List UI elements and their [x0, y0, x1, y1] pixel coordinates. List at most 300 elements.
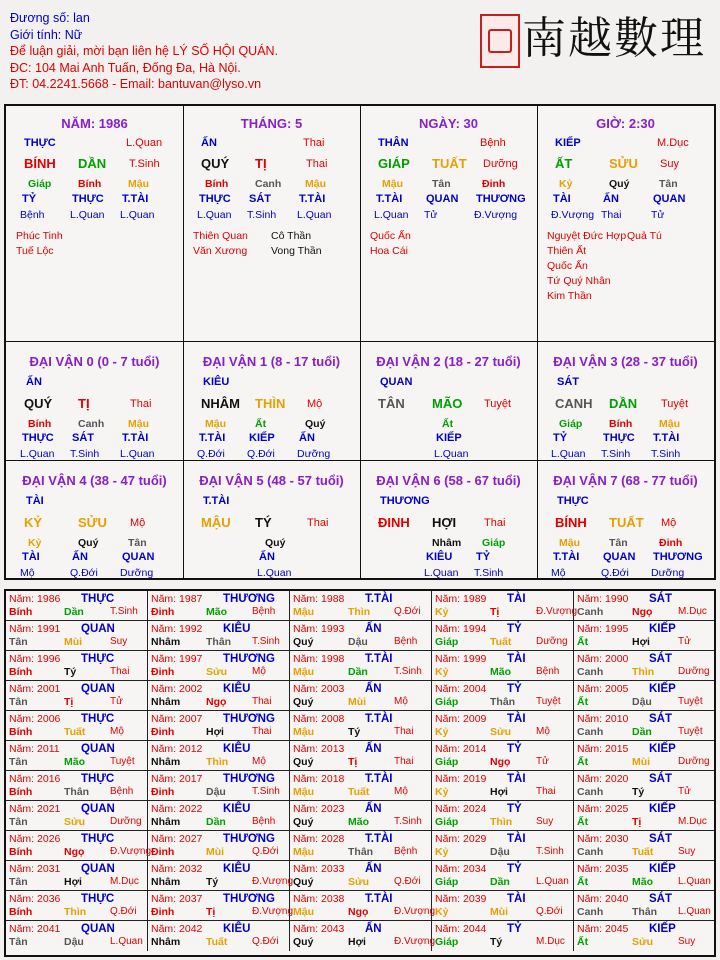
- year-number: 2031: [37, 863, 61, 875]
- year-cell: [148, 831, 290, 861]
- year-number: 2007: [179, 713, 203, 725]
- year-prefix: Năm:: [293, 743, 322, 755]
- year-stage: Tuyệt: [110, 756, 135, 767]
- year-stem: Kỷ: [435, 666, 449, 678]
- year-prefix: Năm:: [577, 653, 606, 665]
- luck-cell-0: [6, 342, 184, 461]
- luck-stage: Thai: [307, 517, 329, 529]
- year-stem: Quý: [293, 696, 314, 708]
- year-number: 1986: [37, 593, 61, 605]
- year-cell: [574, 831, 714, 861]
- year-cell: [432, 831, 574, 861]
- year-cell: [574, 681, 714, 711]
- year-prefix: Năm:: [435, 923, 464, 935]
- year-branch: Hợi: [632, 636, 650, 648]
- year-god: T.TÀI: [365, 593, 393, 605]
- pillar-cell-1: [183, 106, 361, 342]
- pillar-note: Quốc Ấn: [370, 230, 411, 242]
- year-stem: Ất: [577, 936, 589, 948]
- year-god: SÁT: [649, 713, 672, 725]
- year-god: TỶ: [507, 743, 522, 755]
- year-stage: Tuyệt: [678, 726, 703, 737]
- year-branch: Sửu: [348, 876, 370, 888]
- year-label: [9, 833, 60, 846]
- year-stage: Dưỡng: [536, 636, 568, 647]
- year-stage: Thai: [536, 786, 556, 797]
- hidden-god: T.TÀI: [299, 193, 326, 205]
- year-branch: Tị: [64, 696, 74, 708]
- logo-text: 南越數理: [522, 13, 706, 64]
- year-stage: T.Sinh: [394, 816, 422, 827]
- hidden-stem: Mậu: [205, 418, 226, 430]
- year-stage: Suy: [536, 816, 554, 827]
- hidden-stem: Bính: [78, 178, 102, 190]
- logo: [480, 10, 710, 72]
- hidden-stem: Mậu: [128, 178, 149, 190]
- luck-stem: KỶ: [24, 515, 43, 530]
- year-label: [293, 863, 344, 876]
- year-branch: Thân: [632, 906, 658, 918]
- luck-title: ĐẠI VẬN 2 (18 - 27 tuổi): [376, 354, 521, 369]
- year-cell: [290, 591, 432, 621]
- hidden-phase: Bệnh: [20, 209, 45, 221]
- year-label: [577, 713, 628, 726]
- year-prefix: Năm:: [293, 803, 322, 815]
- pillar-note: Nguyệt Đức Hợp: [547, 230, 627, 242]
- year-stem: Quý: [293, 936, 314, 948]
- year-prefix: Năm:: [293, 863, 322, 875]
- year-god: KIẾP: [649, 803, 676, 815]
- year-number: 2008: [321, 713, 345, 725]
- year-cell: [432, 741, 574, 771]
- year-stem: Nhâm: [151, 696, 181, 708]
- year-god: KIÊU: [223, 683, 251, 695]
- year-branch: Dậu: [206, 786, 226, 798]
- luck-star: TÀI: [26, 495, 44, 507]
- year-god: ẤN: [365, 743, 382, 755]
- year-label: [435, 833, 486, 846]
- year-stem: Quý: [293, 756, 314, 768]
- year-cell: [574, 651, 714, 681]
- year-branch: Tị: [348, 756, 358, 768]
- year-branch: Tý: [348, 726, 361, 738]
- hidden-phase: Q.Đới: [247, 448, 275, 460]
- year-god: TỶ: [507, 683, 522, 695]
- year-god: ẤN: [365, 923, 382, 935]
- year-cell: [148, 771, 290, 801]
- year-god: KIÊU: [223, 623, 251, 635]
- year-stage: Tử: [536, 756, 549, 767]
- year-god: T.TÀI: [365, 713, 393, 725]
- year-stem: Ất: [577, 756, 589, 768]
- year-prefix: Năm:: [151, 743, 180, 755]
- year-number: 2014: [463, 743, 487, 755]
- year-god: ẤN: [365, 863, 382, 875]
- year-number: 2043: [321, 923, 345, 935]
- year-prefix: Năm:: [577, 743, 606, 755]
- year-label: [9, 713, 60, 726]
- year-stem: Đinh: [151, 786, 175, 798]
- year-branch: Thân: [348, 846, 374, 858]
- year-branch: Mùi: [632, 756, 651, 768]
- year-branch: Dần: [348, 666, 368, 678]
- year-number: 2022: [179, 803, 203, 815]
- hidden-phase: L.Quan: [424, 567, 459, 579]
- year-label: [293, 893, 344, 906]
- year-cell: [6, 921, 148, 951]
- year-cell: [290, 921, 436, 951]
- pillar-star: KIẾP: [555, 137, 581, 149]
- luck-stem: BÍNH: [555, 515, 587, 530]
- year-prefix: Năm:: [435, 653, 464, 665]
- year-number: 2034: [463, 863, 487, 875]
- pillar-branch: TUẤT: [432, 156, 467, 171]
- hidden-god: THỰC: [22, 432, 54, 444]
- year-number: 1993: [321, 623, 345, 635]
- year-branch: Tý: [632, 786, 645, 798]
- year-prefix: Năm:: [9, 683, 38, 695]
- year-cell: [148, 591, 290, 621]
- pillar-branch: SỬU: [609, 156, 638, 171]
- year-god: THƯƠNG: [223, 593, 275, 605]
- year-label: [9, 893, 60, 906]
- year-prefix: Năm:: [577, 773, 606, 785]
- year-cell: [574, 891, 714, 921]
- year-stem: Tân: [9, 876, 28, 888]
- luck-branch: MÃO: [432, 396, 463, 411]
- year-prefix: Năm:: [9, 863, 38, 875]
- year-stem: Đinh: [151, 666, 175, 678]
- year-label: [293, 683, 344, 696]
- year-god: TỶ: [507, 863, 522, 875]
- year-cell: [290, 681, 432, 711]
- hidden-stem: Mậu: [659, 418, 680, 430]
- year-stage: T.Sinh: [536, 846, 564, 857]
- year-prefix: Năm:: [151, 803, 180, 815]
- year-stage: Thai: [394, 756, 414, 767]
- year-number: 2033: [321, 863, 345, 875]
- year-branch: Dần: [490, 876, 510, 888]
- hidden-phase: Mộ: [20, 567, 35, 579]
- year-prefix: Năm:: [9, 833, 38, 845]
- hidden-god: TÀI: [22, 551, 40, 563]
- hidden-stem: Tân: [659, 178, 678, 190]
- year-label: [151, 803, 202, 816]
- year-label: [577, 743, 628, 756]
- year-stem: Canh: [577, 906, 604, 918]
- luck-star: T.TÀI: [203, 495, 230, 507]
- year-prefix: Năm:: [435, 893, 464, 905]
- hidden-stem: Đinh: [659, 537, 683, 549]
- year-stem: Ất: [577, 696, 589, 708]
- year-cell: [6, 621, 148, 651]
- year-label: [293, 833, 344, 846]
- hidden-phase: L.Quan: [297, 209, 332, 221]
- year-label: [435, 623, 486, 636]
- year-branch: Ngọ: [490, 756, 511, 768]
- hidden-stem: Ất: [255, 418, 267, 430]
- year-stem: Bính: [9, 726, 33, 738]
- year-label: [151, 623, 202, 636]
- year-god: THỰC: [81, 773, 115, 785]
- year-number: 2013: [321, 743, 345, 755]
- year-god: THỰC: [81, 653, 115, 665]
- pillar-star: THÂN: [378, 137, 409, 149]
- pillar-note: Văn Xương: [193, 245, 248, 257]
- year-stem: Bính: [9, 846, 33, 858]
- year-number: 2020: [605, 773, 629, 785]
- year-label: [435, 653, 486, 666]
- year-number: 1989: [463, 593, 487, 605]
- pillar-note: Cô Thần: [271, 230, 312, 242]
- pillar-stage: T.Sinh: [129, 158, 160, 170]
- year-stage: Thai: [252, 696, 272, 707]
- year-stem: Giáp: [435, 636, 459, 648]
- year-prefix: Năm:: [435, 863, 464, 875]
- hidden-phase: Mộ: [551, 567, 566, 579]
- year-number: 2004: [463, 683, 487, 695]
- year-label: [293, 923, 344, 936]
- year-branch: Tý: [490, 936, 503, 948]
- year-prefix: Năm:: [577, 623, 606, 635]
- year-number: 2042: [179, 923, 203, 935]
- luck-title: ĐẠI VẬN 6 (58 - 67 tuổi): [376, 473, 521, 488]
- hidden-phase: L.Quan: [197, 209, 232, 221]
- year-cell: [290, 711, 432, 741]
- subject-gender: Giới tính: Nữ: [10, 27, 83, 42]
- luck-cell-7: [537, 461, 714, 580]
- pillar-stage: Dưỡng: [483, 158, 518, 170]
- pillar-star: THỰC: [24, 137, 56, 149]
- hidden-stem: Canh: [78, 418, 105, 430]
- year-stem: Bính: [9, 906, 33, 918]
- year-stage: Mộ: [252, 756, 266, 767]
- hidden-phase: T.Sinh: [474, 567, 504, 579]
- hidden-god: T.TÀI: [653, 432, 680, 444]
- year-number: 1996: [37, 653, 61, 665]
- hidden-stem: Mậu: [559, 537, 580, 549]
- year-branch: Thìn: [490, 816, 513, 828]
- hidden-phase: L.Quan: [374, 209, 409, 221]
- hidden-phase: L.Quan: [434, 448, 469, 460]
- year-stage: T.Sinh: [252, 636, 280, 647]
- year-stem: Tân: [9, 696, 28, 708]
- year-number: 1995: [605, 623, 629, 635]
- year-branch: Hợi: [64, 876, 82, 888]
- year-branch: Mùi: [64, 636, 83, 648]
- year-stage: Suy: [678, 846, 696, 857]
- contact-line: Để luận giải, mời bạn liên hệ LÝ SỐ HỘI QUÁN.: [10, 44, 279, 58]
- year-god: TÀI: [507, 713, 526, 725]
- year-stage: Mộ: [252, 666, 266, 677]
- year-prefix: Năm:: [9, 923, 38, 935]
- year-god: KIÊU: [223, 863, 251, 875]
- year-stem: Canh: [577, 666, 604, 678]
- year-god: KIÊU: [223, 923, 251, 935]
- year-branch: Dần: [206, 816, 226, 828]
- year-number: 2035: [605, 863, 629, 875]
- year-stage: Bệnh: [252, 606, 276, 617]
- year-number: 1997: [179, 653, 203, 665]
- year-number: 2015: [605, 743, 629, 755]
- year-stage: Bệnh: [110, 786, 134, 797]
- year-prefix: Năm:: [577, 893, 606, 905]
- hidden-phase: T.Sinh: [601, 448, 631, 460]
- year-stage: Tuyệt: [536, 696, 561, 707]
- year-stem: Mậu: [293, 906, 314, 918]
- year-label: [435, 683, 486, 696]
- year-number: 2037: [179, 893, 203, 905]
- year-label: [9, 683, 60, 696]
- hidden-stem: Quý: [609, 178, 630, 190]
- year-number: 2045: [605, 923, 629, 935]
- year-stage: Bệnh: [394, 636, 418, 647]
- address-line: ĐC: 104 Mai Anh Tuấn, Đống Đa, Hà Nội.: [10, 60, 241, 75]
- year-branch: Dần: [632, 726, 652, 738]
- year-label: [435, 713, 486, 726]
- hidden-stem: Tân: [128, 537, 147, 549]
- year-branch: Mão: [64, 756, 85, 768]
- year-label: [435, 803, 486, 816]
- year-stage: Q.Đới: [536, 906, 563, 917]
- luck-title: ĐẠI VẬN 3 (28 - 37 tuổi): [553, 354, 698, 369]
- year-stage: T.Sinh: [394, 666, 422, 677]
- year-branch: Sửu: [64, 816, 86, 828]
- year-cell: [290, 771, 432, 801]
- year-stage: Q.Đới: [252, 936, 279, 947]
- year-label: [151, 863, 202, 876]
- hidden-phase: Q.Đới: [601, 567, 629, 579]
- year-stem: Đinh: [151, 846, 175, 858]
- hidden-phase: Dưỡng: [120, 567, 154, 579]
- year-stage: T.Sinh: [110, 606, 138, 617]
- year-branch: Tuất: [490, 636, 512, 648]
- year-stem: Mậu: [293, 666, 314, 678]
- year-god: T.TÀI: [365, 773, 393, 785]
- year-number: 2028: [321, 833, 345, 845]
- year-stem: Quý: [293, 876, 314, 888]
- year-label: [577, 773, 628, 786]
- pillar-phase: Thai: [303, 137, 325, 149]
- year-label: [151, 923, 202, 936]
- pillar-note: Tuế Lộc: [16, 245, 54, 257]
- year-god: QUAN: [81, 923, 115, 935]
- year-branch: Tuất: [206, 936, 228, 948]
- year-number: 2011: [37, 743, 60, 755]
- year-label: [435, 593, 486, 606]
- year-stage: L.Quan: [110, 936, 143, 947]
- luck-cell-5: [183, 461, 361, 580]
- year-label: [9, 653, 60, 666]
- year-label: [9, 743, 60, 756]
- year-stage: Mộ: [394, 696, 408, 707]
- year-stem: Quý: [293, 636, 314, 648]
- year-prefix: Năm:: [151, 773, 180, 785]
- hidden-god: T.TÀI: [553, 551, 580, 563]
- luck-star: THỰC: [557, 495, 589, 507]
- header: [10, 10, 480, 93]
- year-stem: Ất: [577, 816, 589, 828]
- year-god: KIÊU: [223, 743, 251, 755]
- year-cell: [148, 801, 290, 831]
- year-cell: [148, 741, 290, 771]
- hidden-god: ẤN: [72, 551, 88, 563]
- luck-branch: TUẤT: [609, 515, 644, 530]
- year-label: [151, 683, 202, 696]
- year-label: [9, 773, 60, 786]
- year-god: THỰC: [81, 833, 115, 845]
- hidden-god: TỶ: [22, 193, 37, 205]
- year-god: THƯƠNG: [223, 893, 275, 905]
- year-branch: Thìn: [64, 906, 87, 918]
- year-stem: Kỷ: [435, 726, 449, 738]
- year-stage: Thai: [110, 666, 130, 677]
- year-god: QUAN: [81, 743, 115, 755]
- yearly-table: [4, 589, 716, 957]
- year-branch: Tị: [206, 906, 216, 918]
- year-label: [151, 893, 202, 906]
- year-stem: Tân: [9, 756, 28, 768]
- year-prefix: Năm:: [9, 653, 38, 665]
- year-number: 2041: [37, 923, 61, 935]
- pillar-cell-3: [537, 106, 714, 342]
- hidden-phase: Q.Đới: [70, 567, 98, 579]
- hidden-stem: Giáp: [482, 537, 506, 549]
- hidden-stem: Tân: [609, 537, 628, 549]
- year-branch: Thân: [64, 786, 90, 798]
- year-cell: [148, 921, 290, 951]
- year-number: 2044: [463, 923, 487, 935]
- year-cell: [290, 621, 432, 651]
- year-label: [293, 653, 344, 666]
- luck-cell-1: [183, 342, 361, 461]
- luck-title: ĐẠI VẬN 4 (38 - 47 tuổi): [22, 473, 167, 488]
- year-prefix: Năm:: [577, 593, 606, 605]
- year-stage: M.Dục: [678, 606, 707, 617]
- year-prefix: Năm:: [151, 683, 180, 695]
- year-stem: Nhâm: [151, 816, 181, 828]
- year-stage: Đ.Vượng: [110, 846, 152, 857]
- year-number: 2002: [179, 683, 203, 695]
- year-number: 2006: [37, 713, 61, 725]
- year-branch: Tý: [64, 666, 77, 678]
- year-stage: M.Dục: [678, 816, 707, 827]
- year-stem: Nhâm: [151, 876, 181, 888]
- year-branch: Tuất: [348, 786, 370, 798]
- year-stage: Q.Đới: [252, 846, 279, 857]
- luck-branch: HỢI: [432, 515, 457, 530]
- luck-branch: THÌN: [255, 396, 286, 411]
- year-stem: Canh: [577, 606, 604, 618]
- luck-stage: Thai: [130, 398, 152, 410]
- year-prefix: Năm:: [435, 833, 464, 845]
- luck-cell-2: [360, 342, 538, 461]
- year-prefix: Năm:: [293, 683, 322, 695]
- luck-stage: Thai: [484, 517, 506, 529]
- year-number: 1990: [605, 593, 629, 605]
- year-branch: Mùi: [206, 846, 225, 858]
- year-stage: Bệnh: [252, 816, 276, 827]
- year-prefix: Năm:: [9, 593, 38, 605]
- year-god: KIẾP: [649, 623, 676, 635]
- year-god: TÀI: [507, 773, 526, 785]
- year-label: [293, 623, 344, 636]
- year-stage: Đ.Vượng: [252, 906, 294, 917]
- year-prefix: Năm:: [577, 683, 606, 695]
- year-god: KIẾP: [649, 923, 676, 935]
- year-branch: Dậu: [490, 846, 510, 858]
- year-prefix: Năm:: [577, 803, 606, 815]
